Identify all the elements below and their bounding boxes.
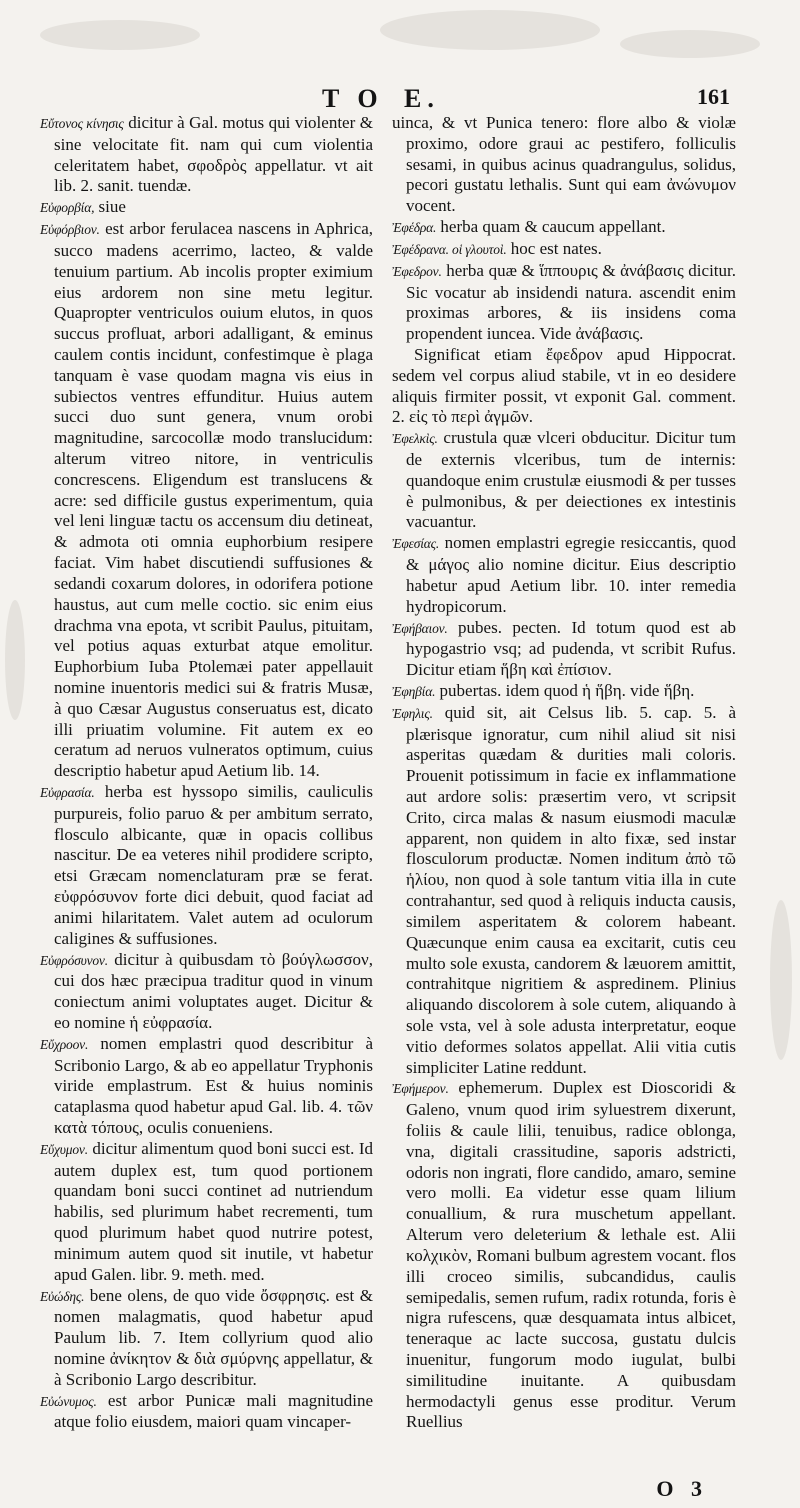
- entry-headword: Εὔχυμον.: [40, 1141, 88, 1157]
- dictionary-entry: [40, 950, 373, 1034]
- dictionary-entry: [392, 428, 736, 533]
- entry-text: uinca, & vt Punica tenero: flore albo & violæ proximo, odore graui ac pestifero, folliculis sesami, in quibus acinus quadrangulus, solidus, pecori gustatu lethalis. Sunt qui eam ἀνώνυμον vocent.: [392, 113, 736, 216]
- dictionary-entry: [392, 113, 736, 217]
- dictionary-entry: [40, 1391, 373, 1434]
- entry-headword: Ἐφέδρανα. οἱ γλουτοὶ.: [392, 241, 507, 257]
- dictionary-entry: [392, 1078, 736, 1433]
- entry-headword: Εὐφορβία,: [40, 200, 95, 216]
- entry-headword: Εὐώδης.: [40, 1288, 85, 1304]
- entry-headword: Ἐφηβία.: [392, 683, 436, 699]
- entry-text: ephemerum. Duplex est Dioscoridi & Galeno, vnum quod irim syluestrem dixerunt, foliis & caule lilii, tenuibus, radice oblonga, vna, digitali crassitudine, saporis adstricti, odoris non ingrati, flore candido, amaro, semine vero molli. Ea videtur esse quam lilium conuallium, & rura muschetum appellant. Alterum vero deleterium & lethale est. Alii κολχικὸν, Romani bulbum agrestem vocant. flos illi croceo similis, subcandidus, caulis semipedalis, semen rufum, radix rotunda, foris è nigra rufescens, quæ desquamata intus albicet, teneraque ac lacte succosa, gustatu dulcis inuenitur, fungorum modo iugulat, bulbi similitudine inuitante. A quibusdam hermodactyli genus esse proditur. Verum Ruellius: [406, 1078, 736, 1432]
- entry-headword: Εὐφόρβιον.: [40, 222, 100, 238]
- signature-mark: O 3: [656, 1476, 708, 1501]
- entry-text: crustula quæ vlceri obducitur. Dicitur tum de externis vlceribus, tum de internis: quandoque enim crustulæ eiusmodi & per tusses è pulmonibus, & per deiectiones ex intestinis vacuantur.: [406, 428, 736, 532]
- entry-text: dicitur alimentum quod boni succi est. Id autem duplex est, tum quod portionem quandam boni succi continet ad nutriendum habilis, sed plurimum habet recrementi, tum quod plurimum habet quod nutrire potest, minimum autem quod sit inutile, vt habetur apud Galen. libr. 9. meth. med.: [54, 1138, 373, 1284]
- entry-headword: Ἐφηλις.: [392, 705, 433, 721]
- paper-stain: [770, 900, 792, 1060]
- entry-text: dicitur à Gal. motus qui violenter & sine velocitate fit. nam qui cum violentia celeritatem habet, σφοδρὸς appellatur. vt ait lib. 2. sanit. tuendæ.: [54, 113, 373, 196]
- dictionary-entry: [392, 533, 736, 617]
- dictionary-entry: [392, 618, 736, 681]
- entry-headword: Εὐφρόσυνον.: [40, 952, 108, 968]
- entry-headword: Εὐώνυμος.: [40, 1393, 97, 1409]
- running-head-center: E.: [404, 84, 440, 113]
- entry-headword: Εὔχροον.: [40, 1036, 89, 1052]
- entry-text: herba quæ & ἵππουρις & ἀνάβασις dicitur. Sic vocatur ab insidendi natura. ascendit enim proximas arbores, & iis insidens coma propendent iuncea. Vide ἀνάβασις.: [406, 260, 736, 344]
- running-head-left: T O: [322, 84, 384, 113]
- dictionary-entry: [392, 239, 736, 261]
- entry-headword: Ἐφήμερον.: [392, 1081, 449, 1097]
- page-number: 161: [697, 84, 730, 109]
- paper-stain: [40, 20, 200, 50]
- dictionary-entry: [392, 345, 736, 428]
- entry-text: hoc est nates.: [506, 238, 602, 258]
- entry-headword: Εὔτονος κίνησις: [40, 116, 124, 131]
- entry-text: Significat etiam ἔφεδρον apud Hippocrat. sedem vel corpus aliud stabile, vt in eo desidere aliquis firmiter possit, vt exponit Gal. comment. 2. εἰς τὸ περὶ ἀγμῶν.: [392, 344, 736, 427]
- entry-text: herba est hyssopo similis, cauliculis purpureis, folio paruo & per ambitum serrato, flosculo albicante, quæ in opacis collibus nascitur. De ea veteres nihil prodidere scripto, etsi Græcam nomenclaturam præ se ferat. εὐφρόσυνον forte dici debuit, quod faciat ad animi hilaritatem. Valet autem ad oculorum caligines & suffusiones.: [54, 782, 373, 948]
- dictionary-entry: [40, 782, 373, 950]
- dictionary-entry: [40, 1139, 373, 1286]
- left-column: [40, 113, 373, 1433]
- entry-text: siue: [94, 197, 126, 217]
- entry-text: pubes. pecten. Id totum quod est ab hypogastrio vsq; ad pudenda, vt scribit Rufus. Dicitur etiam ἥβη καὶ ἐπίσιον.: [406, 617, 736, 680]
- entry-text: est arbor Punicæ mali magnitudine atque folio eiusdem, maiori quam vincaper-: [54, 1390, 373, 1432]
- dictionary-entry: [392, 703, 736, 1079]
- entry-text: quid sit, ait Celsus lib. 5. cap. 5. à plærisque ignoratur, cum nihil aliud sit nisi asperitas quædam & durities mali coloris. Prouenit potissimum in facie ex inflammatione aut ardore solis: præsertim vero, vt scripsit Crito, circa malas & nasum eiusmodi maculæ apparent, non quidem in alto fixæ, sed instar flosculorum productæ. Nomen inditum ἀπὸ τῶ ἡλίου, non quod à sole tantum vitia illa in cute contrahantur, sed quod à reliquis inducta causis, similem asperitatem & colorem habeant. Quæcunque enim causa ea excitarit, cutis ceu multo sole exusta, candorem & læuorem amittit, contrahitque nigritiem & aspredinem. Plinius aliquando discolorem à sole cutem, aliquando à sole vsta, vel à sole adusta interpretatur, eoque vitio deformes solatos appellat. Alii vitia cutis simpliciter Latine reddunt.: [406, 702, 736, 1077]
- entry-text: est arbor ferulacea nascens in Aphrica, succo madens acerrimo, lacteo, & valde tenuium partium. Ab incolis propter eximium eius ardorem non sine metu legitur. Quapropter ventriculos ouium elutos, in quos succus profluat, arbori adalligant, & eminus caulem contis incidunt, confestimque è plaga tanquam è vase quodam magna vis eius in subiectos ventres effunditur. Huius autem succi duo sunt genera, vnum orobi magnitudine, sarcocollæ modo translucidum: alterum vitreo nitore, in ventriculis concrescens. Eligendum est translucens & acre: sed difficile gustus experimentum, quia vel leni linguæ tactu os accensum diu detineat, & admota oti omnia euphorbium resipere faciat. Vim habet discutiendi suffusiones & sedandi coxarum dolores, in odorifera potione haustus, aut cum melle coctio. sic enim eius drachma vna epota, vt scribit Paulus, pituitam, vel potius aquas exturbat atque emolitur. Euphorbium Iuba Ptolemæi pater appellauit nomine inuentoris medici sui & fratris Musæ, à quo Cæsar Augustus conseruatus est, dicato illi priuatim volumine. Fit autem ex eo ceratum ad neruos vulneratos optimum, cuius descriptio habetur apud Aetium lib. 14.: [54, 219, 373, 781]
- paper-stain: [620, 30, 760, 58]
- paper-stain: [380, 10, 600, 50]
- entry-headword: Εὐφρασία.: [40, 785, 95, 800]
- entry-text: nomen emplastri quod describitur à Scribonio Largo, & ab eo appellatur Tryphonis viride emplastrum. Est & huius nominis cataplasma quod habetur apud Gal. lib. 4. τῶν κατὰ τόπους, oculis conueniens.: [54, 1033, 373, 1137]
- paper-stain: [5, 600, 25, 720]
- dictionary-entry: [40, 1286, 373, 1391]
- entry-text: pubertas. idem quod ἡ ἥβη. vide ἥβη.: [435, 680, 695, 700]
- dictionary-entry: [392, 681, 736, 703]
- entry-headword: Ἐφεδρον.: [392, 263, 442, 279]
- entry-headword: Ἐφέδρα.: [392, 220, 437, 236]
- entry-text: herba quam & caucum appellant.: [436, 217, 666, 237]
- entry-headword: Ἐφεσίας.: [392, 536, 440, 552]
- entry-headword: Ἐφήβαιον.: [392, 620, 448, 636]
- dictionary-entry: [392, 261, 736, 345]
- dictionary-entry: [40, 219, 373, 782]
- dictionary-entry: [40, 113, 373, 197]
- entry-text: bene olens, de quo vide ὄσφρησις. est & nomen malagmatis, quod habetur apud Paulum lib. 7. Item collyrium quod alio nomine ἀνίκητον & διὰ σμύρνης appellatur, & à Scribonio Largo describitur.: [54, 1285, 373, 1389]
- dictionary-entry: [392, 217, 736, 239]
- dictionary-entry: [40, 197, 373, 219]
- entry-text: dicitur à quibusdam τὸ βούγλωσσον, cui dos hæc præcipua traditur quod in vinum coniectum animi voluptates auget. Dicitur & eo nomine ἡ εὐφρασία.: [54, 949, 373, 1032]
- right-column: [392, 113, 736, 1433]
- entry-headword: Ἐφελκὶς.: [392, 431, 438, 447]
- dictionary-entry: [40, 1034, 373, 1139]
- entry-text: nomen emplastri egregie resiccantis, quod & μάγος alio nomine dicitur. Eius descriptio habetur apud Aetium libr. 10. inter remedia hydropicorum.: [406, 533, 736, 616]
